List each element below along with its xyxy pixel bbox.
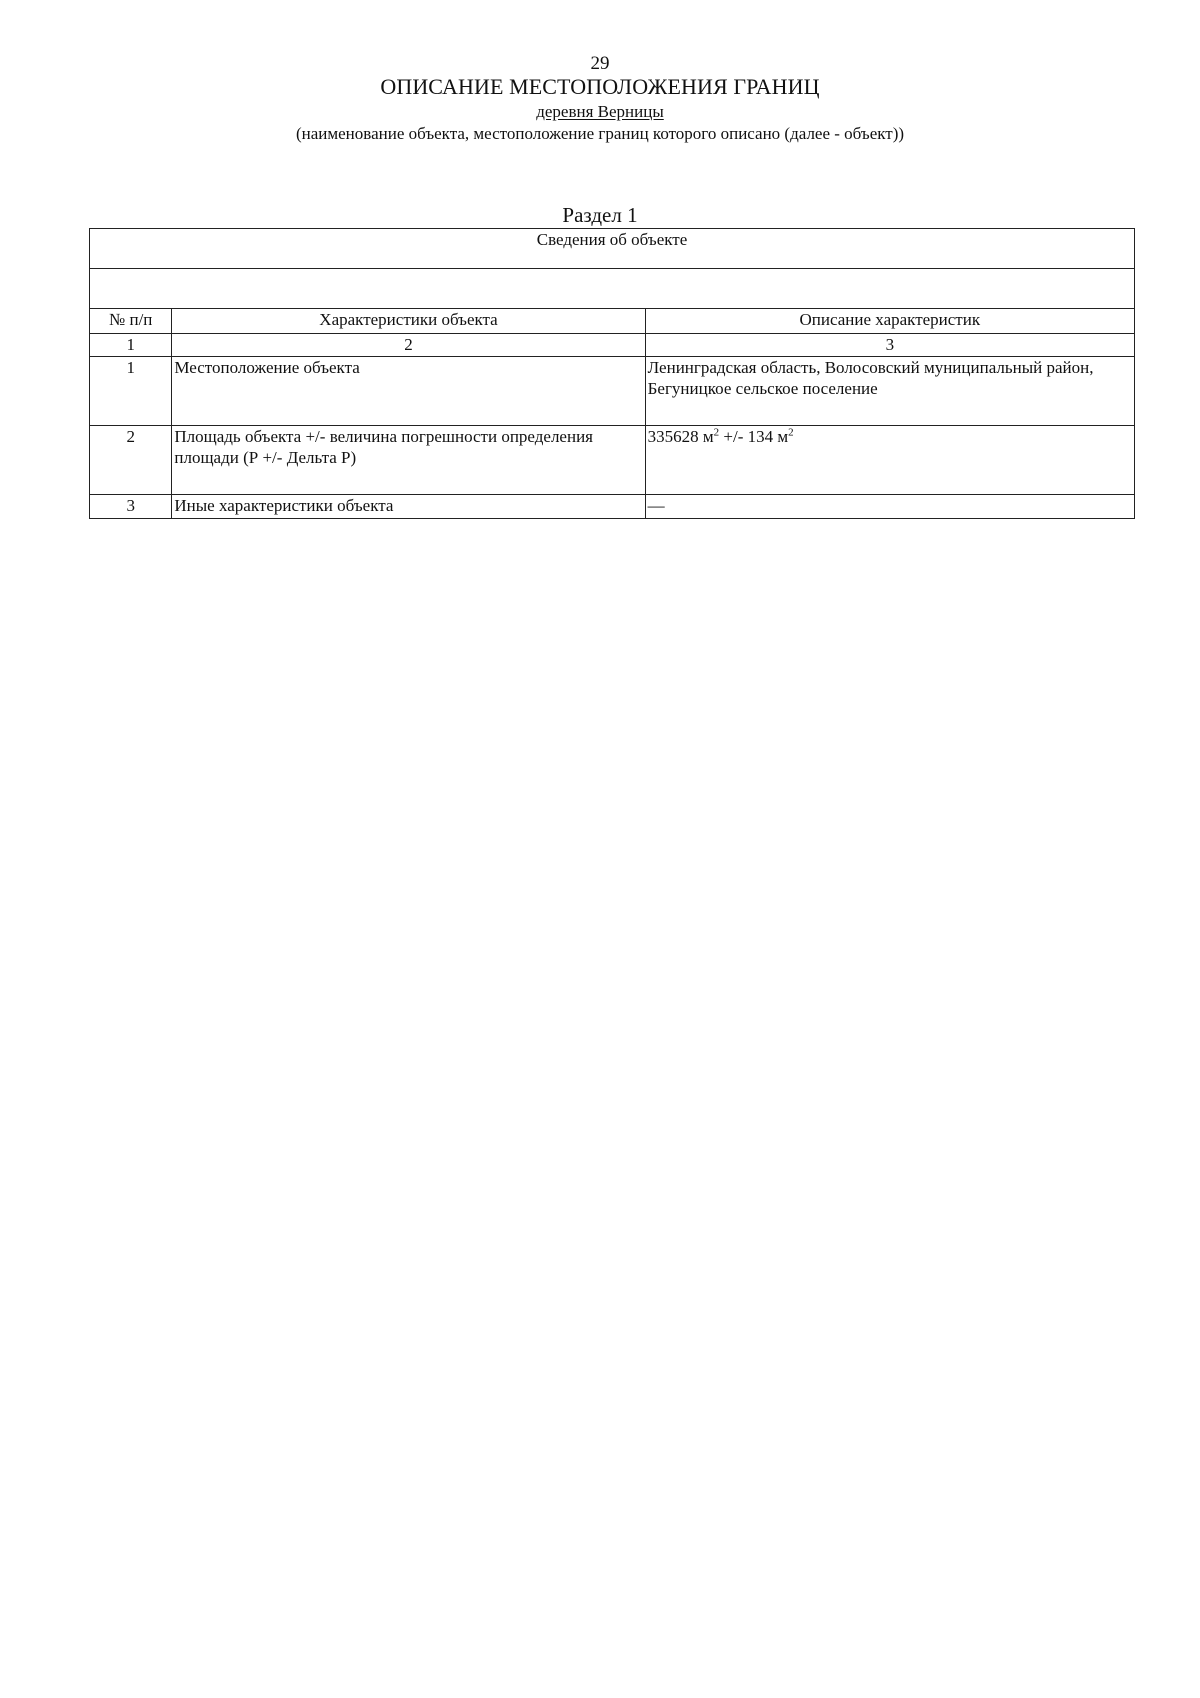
section-title: Раздел 1 (562, 203, 638, 227)
column-number-3: 3 (645, 334, 1134, 357)
row-characteristic: Площадь объекта +/- величина погрешности определения площади (Р +/- Дельта Р) (172, 426, 645, 495)
page-number: 29 (590, 53, 610, 74)
tolerance-unit-superscript: 2 (788, 426, 794, 439)
row-description: Ленинградская область, Волосовский муниципальный район, Бегуницкое сельское поселение (645, 357, 1134, 426)
header-num: № п/п (90, 309, 172, 334)
empty-cell (90, 269, 1135, 309)
column-number-1: 1 (90, 334, 172, 357)
area-unit-superscript: 2 (713, 426, 720, 439)
row-characteristic: Иные характеристики объекта (172, 495, 645, 519)
row-description: — (645, 495, 1134, 519)
area-tolerance: +/- 134 м (719, 427, 789, 446)
table-caption: Сведения об объекте (90, 229, 1135, 269)
row-number: 2 (90, 426, 172, 495)
table-row (90, 426, 1135, 495)
table-column-numbers-row (90, 334, 1135, 357)
header-characteristic: Характеристики объекта (172, 309, 645, 334)
column-number-2: 2 (172, 334, 645, 357)
area-value: 335628 м (647, 427, 714, 446)
header-description: Описание характеристик (645, 309, 1134, 334)
table-row (90, 357, 1135, 426)
object-caption: (наименование объекта, местоположение границ которого описано (далее - объект)) (295, 124, 905, 143)
object-name-line (0, 102, 1200, 122)
table-row (90, 495, 1135, 519)
table-caption-row (90, 229, 1135, 269)
row-description (645, 426, 1134, 495)
object-name: деревня Верницы (536, 102, 664, 121)
table-empty-row (90, 269, 1135, 309)
row-number: 3 (90, 495, 172, 519)
row-characteristic: Местоположение объекта (172, 357, 645, 426)
object-info-table (89, 228, 1135, 519)
document-title: ОПИСАНИЕ МЕСТОПОЛОЖЕНИЯ ГРАНИЦ (380, 74, 820, 99)
table-header-row (90, 309, 1135, 334)
row-number: 1 (90, 357, 172, 426)
